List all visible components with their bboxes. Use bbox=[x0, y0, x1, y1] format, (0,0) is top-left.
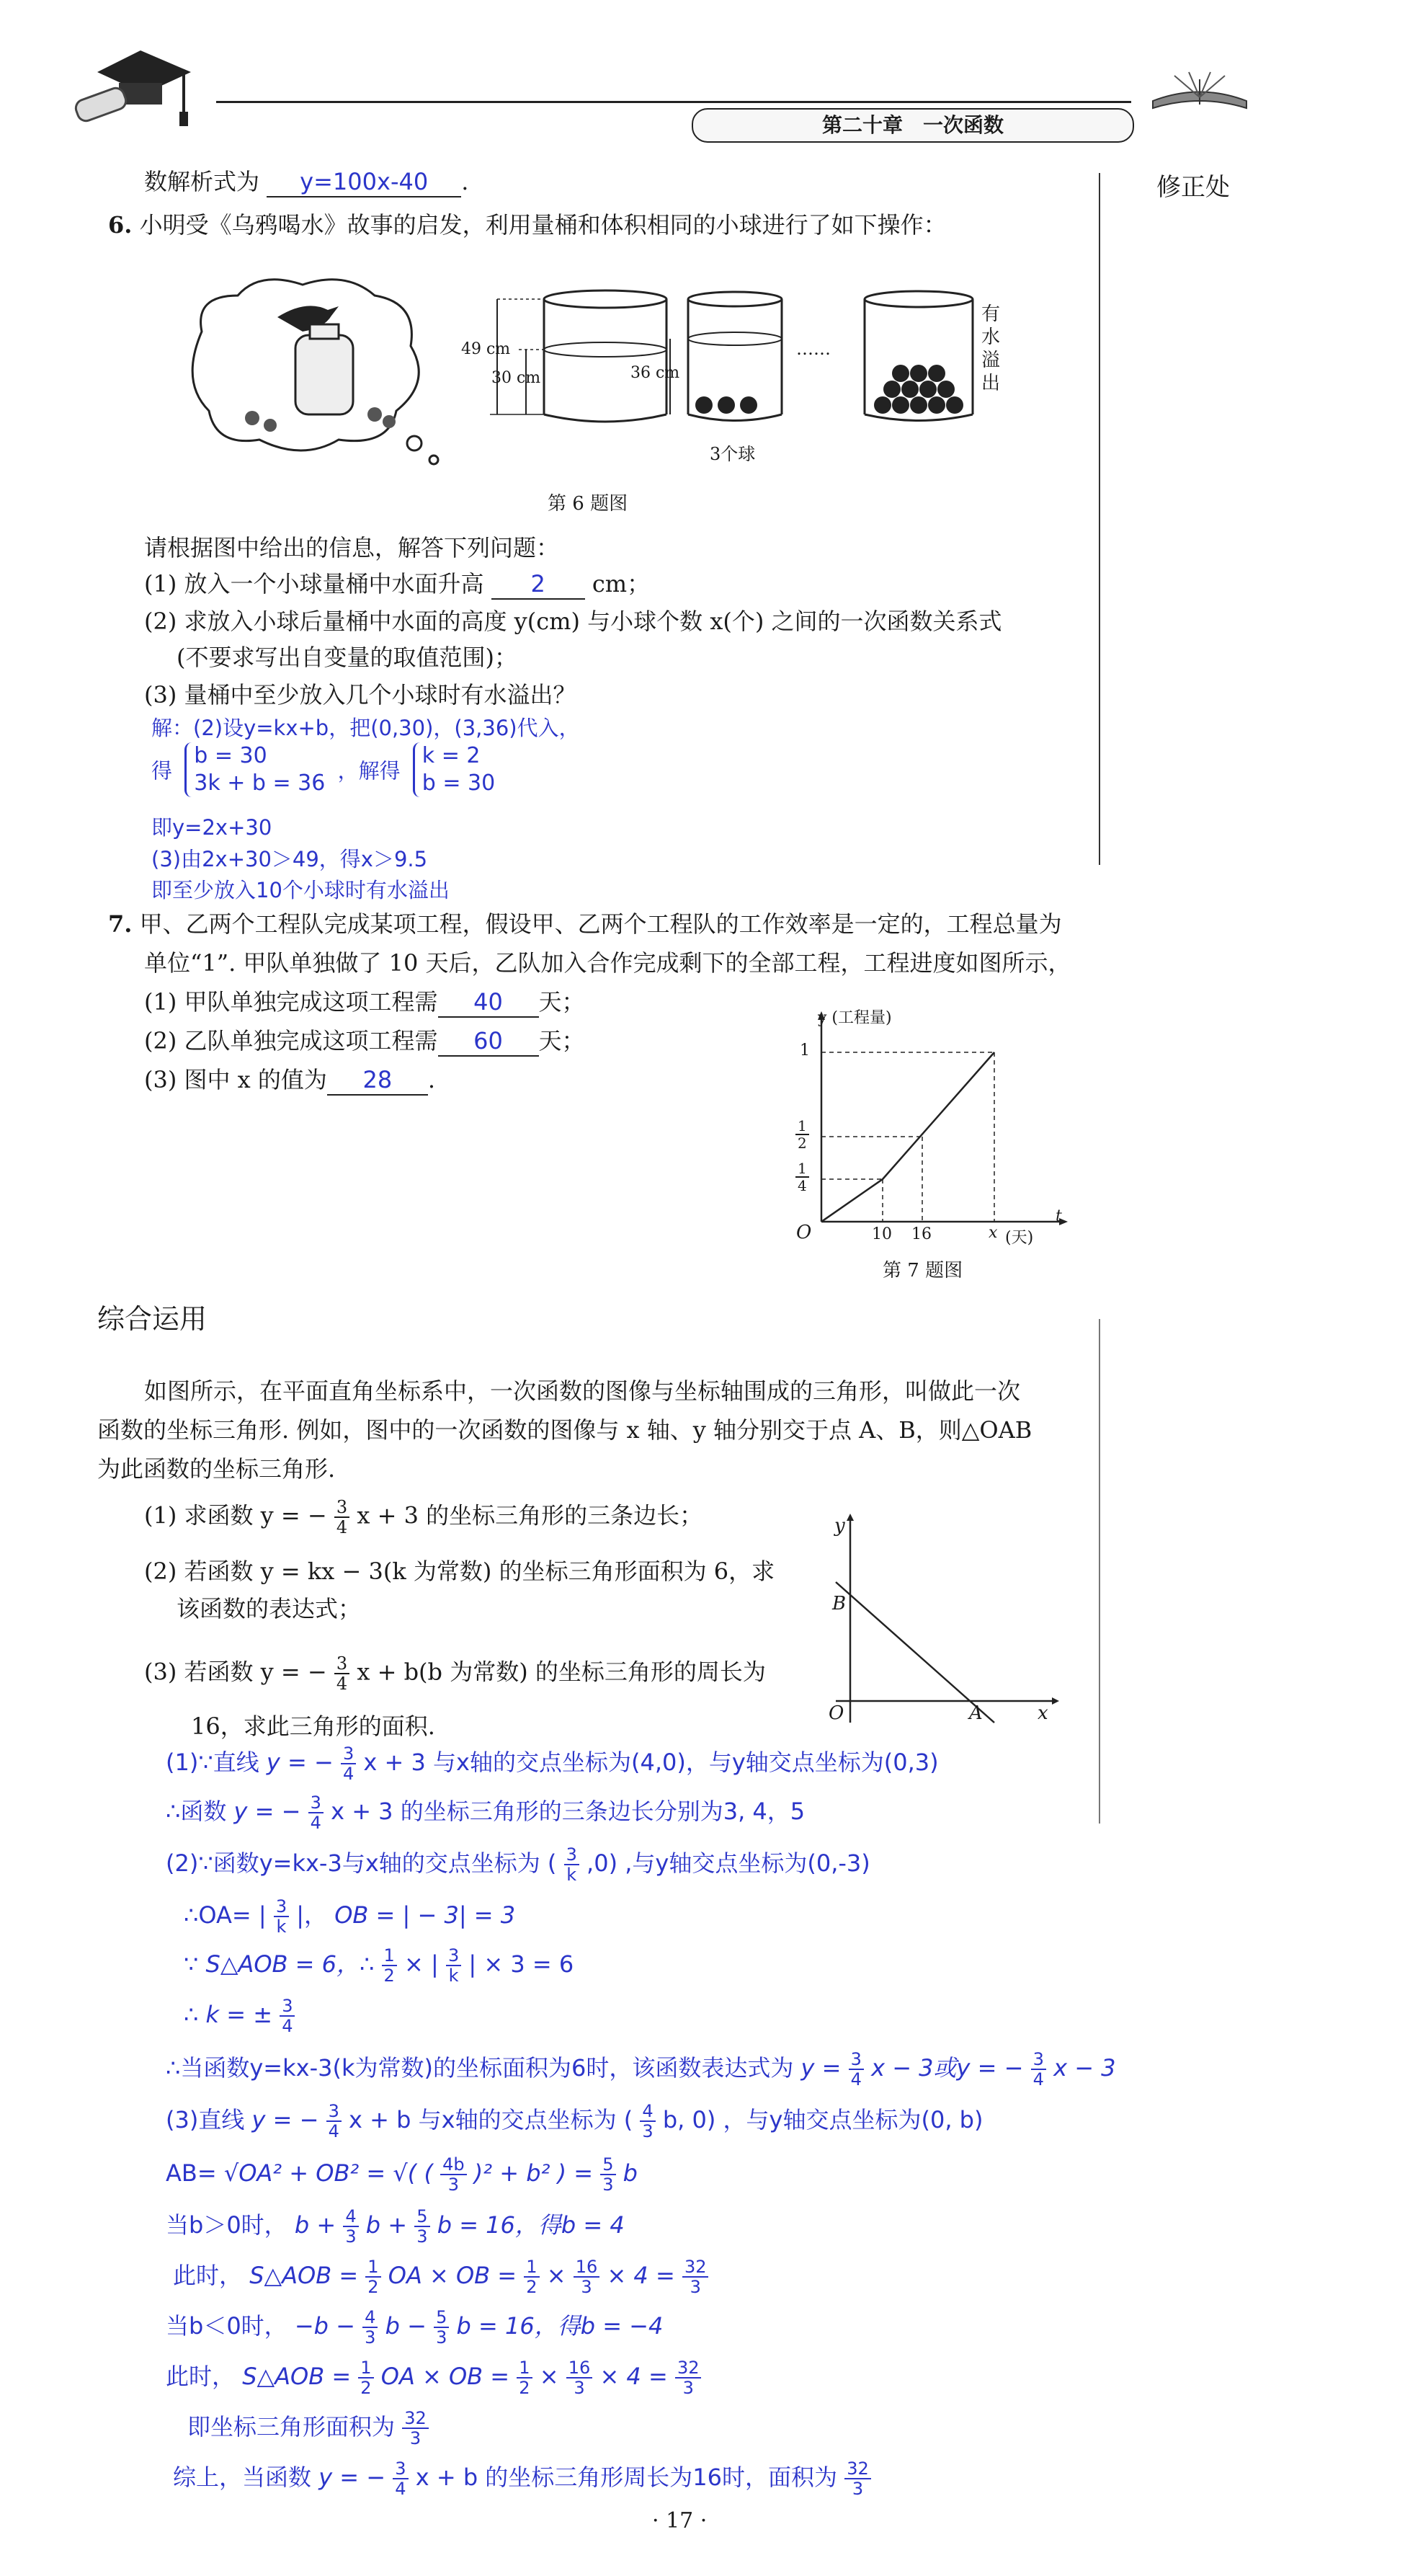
s-l11-frac1 bbox=[365, 2257, 380, 2296]
s-l5a: ∵ bbox=[184, 1950, 199, 1978]
s-l12-frac1 bbox=[362, 2308, 378, 2347]
s-l4c: OB = | − 3| = 3 bbox=[334, 1901, 516, 1929]
fn: 4 bbox=[362, 2308, 378, 2328]
fn: 32 bbox=[402, 2409, 429, 2429]
s-l2b: y = − bbox=[233, 1798, 301, 1825]
q8-part3 bbox=[144, 1654, 766, 1693]
s-l13a: 此时， bbox=[166, 2363, 236, 2390]
q6-part2-line1: (2) 求放入小球后量桶中水面的高度 y(cm) 与小球个数 x(个) 之间的一次函数关系式 bbox=[144, 608, 1002, 635]
q6-sol5: 即至少放入10个小球时有水溢出 bbox=[151, 878, 450, 902]
s-l12a: 当b＜0时， bbox=[166, 2312, 287, 2340]
s-l1a: (1)∵直线 bbox=[166, 1749, 259, 1776]
sol8-l11 bbox=[173, 2257, 708, 2296]
s-l7-frac2 bbox=[1031, 2050, 1046, 2089]
q6-sol4: (3)由2x+30＞49，得x＞9.5 bbox=[151, 847, 428, 871]
graph8-x: x bbox=[1038, 1702, 1048, 1724]
fn: 3 bbox=[308, 1793, 324, 1813]
s-l6b: k = ± bbox=[205, 2001, 273, 2028]
s-l8-frac1 bbox=[326, 2102, 342, 2141]
graph8-B: B bbox=[832, 1593, 847, 1615]
quarter-n: 1 bbox=[795, 1160, 809, 1178]
fd: 3 bbox=[690, 2277, 701, 2297]
s-l9b: √OA² + OB² bbox=[223, 2159, 360, 2187]
fd: 4 bbox=[328, 2121, 339, 2141]
s-l13-frac3 bbox=[566, 2358, 593, 2397]
margin-divider bbox=[1099, 173, 1100, 865]
s-l4b: |， bbox=[296, 1901, 328, 1929]
q6-stem-text: 小明受《乌鸦喝水》故事的启发，利用量桶和体积相同的小球进行了如下操作： bbox=[139, 211, 947, 239]
q7-stem1 bbox=[108, 910, 1062, 938]
fn: 3 bbox=[280, 1997, 295, 2017]
bottom-margin-divider bbox=[1099, 1319, 1100, 1824]
s-l8c: x + b 与x轴的交点坐标为 ( bbox=[349, 2106, 633, 2133]
s-l2a: ∴函数 bbox=[166, 1798, 227, 1825]
q7-p3-answer: 28 bbox=[327, 1065, 428, 1096]
label-49cm: 49 cm bbox=[461, 340, 511, 358]
s-l11b: S△AOB = bbox=[249, 2262, 359, 2289]
fn: 4 bbox=[640, 2102, 655, 2122]
s-l11e: × 4 = bbox=[607, 2262, 675, 2289]
s-l12b: −b − bbox=[294, 2312, 355, 2340]
sol8-l1 bbox=[166, 1744, 939, 1783]
q7-p2-text: (2) 乙队单独完成这项工程需 bbox=[144, 1027, 438, 1054]
s-l5-frac1 bbox=[382, 1946, 397, 1985]
q8-p3-frac bbox=[334, 1654, 349, 1693]
q8-p1-a: (1) 求函数 y = − bbox=[144, 1501, 327, 1529]
q6-sol1: 解：(2)设y=kx+b，把(0,30)，(3,36)代入， bbox=[151, 716, 580, 740]
s-l3-frac bbox=[564, 1845, 579, 1884]
sol8-l3 bbox=[166, 1845, 870, 1884]
half-d: 2 bbox=[798, 1134, 807, 1152]
header-rule bbox=[216, 101, 1131, 103]
sys1-line2: 3k + b = 36 bbox=[194, 770, 326, 796]
q6-part2-line2: (不要求写出自变量的取值范围)； bbox=[177, 644, 517, 671]
s-l4-frac bbox=[274, 1897, 289, 1936]
sol8-l2 bbox=[166, 1793, 805, 1832]
s-l13c: OA × OB = bbox=[380, 2363, 510, 2390]
s-l13-frac1 bbox=[358, 2358, 373, 2397]
s-l10b: b + bbox=[294, 2211, 336, 2239]
graduation-cap-icon bbox=[68, 43, 198, 137]
s-l15-frac1 bbox=[393, 2459, 408, 2498]
q6-system-1 bbox=[184, 742, 325, 797]
s-l10-frac1 bbox=[343, 2207, 358, 2246]
fn: 32 bbox=[682, 2257, 709, 2278]
fd: 3 bbox=[602, 2175, 614, 2195]
frac-d: 4 bbox=[336, 1674, 348, 1694]
q8-p3-a: (3) 若函数 y = − bbox=[144, 1658, 327, 1686]
sol8-l8 bbox=[166, 2102, 983, 2141]
q6-intro: 请根据图中给出的信息，解答下列问题： bbox=[144, 534, 560, 561]
fd: 3 bbox=[447, 2175, 459, 2195]
cylinder-1 bbox=[490, 290, 666, 422]
fn: 1 bbox=[524, 2257, 539, 2278]
frac-n: 3 bbox=[334, 1498, 349, 1518]
quarter-d: 4 bbox=[798, 1177, 807, 1194]
fd: 2 bbox=[526, 2277, 538, 2297]
q7-part3 bbox=[144, 1065, 435, 1096]
fn: 3 bbox=[274, 1897, 289, 1917]
fd: 4 bbox=[310, 1813, 321, 1833]
cylinder-3 bbox=[865, 291, 973, 421]
s-l14a: 即坐标三角形面积为 bbox=[187, 2413, 396, 2440]
graph7-x16: 16 bbox=[911, 1225, 932, 1243]
s-l2-frac bbox=[308, 1793, 324, 1832]
fn: 3 bbox=[326, 2102, 342, 2122]
s-l2c: x + 3 的坐标三角形的三条边长分别为3, 4，5 bbox=[331, 1798, 806, 1825]
fn: 5 bbox=[434, 2308, 449, 2328]
fn: 3 bbox=[341, 1744, 356, 1764]
sol8-l10 bbox=[166, 2207, 625, 2246]
s-l5b: S△AOB = 6，∴ bbox=[205, 1950, 375, 1978]
q6-p1-unit: cm； bbox=[592, 570, 651, 598]
prev-tail: 数解析式为 bbox=[144, 168, 260, 195]
q7-p3-text: (3) 图中 x 的值为 bbox=[144, 1066, 327, 1093]
page-number: · 17 · bbox=[652, 2508, 708, 2533]
header-logo bbox=[68, 43, 198, 137]
q7-number: 7. bbox=[108, 910, 133, 938]
fn: 3 bbox=[446, 1946, 461, 1966]
s-l7d: x − 3 bbox=[1053, 2054, 1116, 2082]
fn: 1 bbox=[358, 2358, 373, 2379]
fd: 3 bbox=[682, 2378, 694, 2398]
fd: 3 bbox=[436, 2327, 447, 2348]
s-l8d: b, 0) ，与y轴交点坐标为(0, b) bbox=[662, 2106, 984, 2133]
cylinder-2 bbox=[670, 292, 782, 421]
q7-graph bbox=[785, 1005, 1074, 1251]
graph7-y-quarter bbox=[795, 1160, 809, 1194]
s-l6-frac bbox=[280, 1997, 295, 2035]
fn: 1 bbox=[365, 2257, 380, 2278]
s-l11a: 此时， bbox=[173, 2262, 243, 2289]
prev-end: . bbox=[461, 168, 469, 195]
label-overflow: 有水溢出 bbox=[981, 303, 1001, 394]
q8-part2-line1: (2) 若函数 y = kx − 3(k 为常数) 的坐标三角形面积为 6，求 bbox=[144, 1558, 775, 1585]
q8-part2-line2: 该函数的表达式； bbox=[177, 1595, 362, 1622]
frac-d: 4 bbox=[336, 1517, 348, 1537]
s-l15a: 综上，当函数 bbox=[173, 2464, 312, 2491]
s-l13b: S△AOB = bbox=[242, 2363, 352, 2390]
q6-sol2-jiede: ，解得 bbox=[337, 758, 401, 783]
sol8-l9 bbox=[166, 2155, 638, 2194]
s-l7b: y = bbox=[800, 2054, 842, 2082]
q6-system-2 bbox=[413, 742, 495, 797]
q8-p1-frac bbox=[334, 1498, 349, 1537]
q8-part1 bbox=[144, 1498, 702, 1537]
s-l1-frac bbox=[341, 1744, 356, 1783]
s-l11d: × bbox=[546, 2262, 566, 2289]
q7-p2-answer: 60 bbox=[438, 1026, 539, 1057]
prev-answer-line bbox=[144, 167, 468, 197]
fn: 16 bbox=[566, 2358, 593, 2379]
sol8-l4 bbox=[184, 1897, 515, 1936]
q6-p1-text: (1) 放入一个小球量桶中水面升高 bbox=[144, 570, 484, 598]
graph7-t: t bbox=[1056, 1207, 1062, 1225]
s-l13e: × 4 = bbox=[599, 2363, 668, 2390]
graph7-y-half bbox=[795, 1118, 809, 1151]
s-l8-frac2 bbox=[640, 2102, 655, 2141]
graph8-A: A bbox=[969, 1702, 983, 1724]
sol8-l6 bbox=[184, 1997, 295, 2035]
section-title: 综合运用 bbox=[97, 1303, 208, 1335]
graph7-origin: O bbox=[796, 1222, 812, 1243]
graph7-x10: 10 bbox=[872, 1225, 892, 1243]
s-l13d: × bbox=[539, 2363, 559, 2390]
fn: 5 bbox=[414, 2207, 429, 2227]
half-n: 1 bbox=[795, 1118, 809, 1135]
sol8-l7 bbox=[166, 2050, 1116, 2089]
q7-p2-unit: 天； bbox=[538, 1027, 585, 1054]
q7-p1-answer: 40 bbox=[438, 987, 539, 1018]
q7-stem1-text: 甲、乙两个工程队完成某项工程，假设甲、乙两个工程队的工作效率是一定的，工程总量为 bbox=[139, 910, 1062, 938]
fd: 3 bbox=[642, 2121, 654, 2141]
s-l5c: × | bbox=[404, 1950, 439, 1978]
q8-intro2: 函数的坐标三角形. 例如，图中的一次函数的图像与 x 轴、y 轴分别交于点 A、B，则△OAB bbox=[97, 1416, 1032, 1444]
frac-n: 3 bbox=[334, 1654, 349, 1674]
s-l11c: OA × OB = bbox=[388, 2262, 517, 2289]
s-l9g: b bbox=[623, 2159, 638, 2187]
q6-sol2 bbox=[151, 742, 501, 797]
graph7-xx: x bbox=[989, 1224, 998, 1242]
q6-number: 6. bbox=[108, 211, 133, 239]
label-3-balls: 3个球 bbox=[710, 444, 756, 464]
s-l15c: x + b 的坐标三角形周长为16时，面积为 bbox=[415, 2464, 838, 2491]
graph7-y-label: y (工程量) bbox=[818, 1009, 892, 1027]
q8-graph bbox=[821, 1514, 1059, 1730]
fd: k bbox=[448, 1966, 459, 1986]
s-l10d: b = 16，得b = 4 bbox=[437, 2211, 625, 2239]
fn: 3 bbox=[849, 2050, 864, 2070]
fd: k bbox=[566, 1865, 577, 1885]
s-l9e: )² + b² ) bbox=[473, 2159, 567, 2187]
s-l7c: x − 3或y = − bbox=[871, 2054, 1024, 2082]
chapter-banner bbox=[692, 108, 1134, 143]
s-l3a: (2)∵函数y=kx-3与x轴的交点坐标为 ( bbox=[166, 1849, 557, 1877]
s-l10c: b + bbox=[365, 2211, 408, 2239]
label-30cm: 30 cm bbox=[491, 369, 541, 387]
sys1-line1: b = 30 bbox=[194, 743, 267, 768]
s-l12d: b = 16，得b = −4 bbox=[456, 2312, 664, 2340]
graph8-O: O bbox=[829, 1702, 844, 1724]
s-l9-frac1 bbox=[440, 2155, 467, 2194]
fn: 5 bbox=[600, 2155, 615, 2175]
s-l8b: y = − bbox=[251, 2106, 319, 2133]
sol8-l5 bbox=[184, 1946, 574, 1985]
prev-answer: y=100x-40 bbox=[267, 167, 461, 197]
graph8-y: y bbox=[834, 1515, 845, 1537]
s-l1c: x + 3 与x轴的交点坐标为(4,0)，与y轴交点坐标为(0,3) bbox=[363, 1749, 939, 1776]
sys2-line2: b = 30 bbox=[422, 770, 496, 796]
margin-title: 修正处 bbox=[1156, 173, 1230, 202]
fd: 3 bbox=[574, 2378, 585, 2398]
label-dots: …… bbox=[796, 339, 831, 359]
fn: 3 bbox=[393, 2459, 408, 2479]
s-l10-frac2 bbox=[414, 2207, 429, 2246]
q7-caption: 第 7 题图 bbox=[883, 1260, 963, 1282]
q8-part3-line2: 16，求此三角形的面积. bbox=[191, 1713, 435, 1740]
s-l4a: ∴OA= | bbox=[184, 1901, 267, 1929]
fd: 2 bbox=[519, 2378, 530, 2398]
s-l15-frac2 bbox=[844, 2459, 871, 2498]
graph7-y1: 1 bbox=[800, 1041, 810, 1060]
fd: 4 bbox=[850, 2069, 862, 2089]
q6-p1-answer: 2 bbox=[491, 569, 585, 600]
s-l9a: AB= bbox=[166, 2159, 217, 2187]
q6-caption: 第 6 题图 bbox=[548, 493, 628, 515]
fd: k bbox=[276, 1917, 287, 1937]
s-l11-frac3 bbox=[574, 2257, 600, 2296]
q7-stem2: 单位“1”. 甲队单独做了 10 天后，乙队加入合作完成剩下的全部工程，工程进度如图所示， bbox=[144, 949, 1071, 977]
q7-part1 bbox=[144, 987, 585, 1018]
fd: 2 bbox=[360, 2378, 372, 2398]
s-l9f: = bbox=[574, 2159, 594, 2187]
fn: 3 bbox=[1031, 2050, 1046, 2070]
s-l6a: ∴ bbox=[184, 2001, 199, 2028]
fd: 3 bbox=[416, 2226, 428, 2247]
s-l10a: 当b＞0时， bbox=[166, 2211, 287, 2239]
s-l8a: (3)直线 bbox=[166, 2106, 245, 2133]
s-l12c: b − bbox=[385, 2312, 427, 2340]
s-l14-frac bbox=[402, 2409, 429, 2448]
fd: 4 bbox=[1032, 2069, 1044, 2089]
s-l13-frac4 bbox=[675, 2358, 702, 2397]
s-l1b: y = − bbox=[266, 1749, 334, 1776]
fn: 3 bbox=[564, 1845, 579, 1865]
fd: 4 bbox=[342, 1764, 354, 1784]
fd: 3 bbox=[581, 2277, 592, 2297]
q6-part3: (3) 量桶中至少放入几个小球时有水溢出？ bbox=[144, 681, 576, 709]
fn: 1 bbox=[517, 2358, 532, 2379]
fd: 4 bbox=[395, 2479, 406, 2499]
q8-p3-b: x + b(b 为常数) 的坐标三角形的周长为 bbox=[357, 1658, 766, 1686]
fd: 3 bbox=[365, 2327, 376, 2348]
q7-part2 bbox=[144, 1026, 585, 1057]
fd: 3 bbox=[409, 2428, 422, 2448]
fd: 2 bbox=[367, 2277, 379, 2297]
fn: 32 bbox=[844, 2459, 871, 2479]
q8-p1-b: x + 3 的坐标三角形的三条边长； bbox=[357, 1501, 703, 1529]
q6-stem bbox=[108, 210, 947, 239]
s-l5d: | × 3 = 6 bbox=[468, 1950, 574, 1978]
s-l13-frac2 bbox=[517, 2358, 532, 2397]
s-l5-frac2 bbox=[446, 1946, 461, 1985]
s-l7a: ∴当函数y=kx-3(k为常数)的坐标面积为6时，该函数表达式为 bbox=[166, 2054, 794, 2082]
sol8-l15 bbox=[173, 2459, 871, 2498]
s-l9d: √( ( bbox=[393, 2159, 433, 2187]
q8-intro3: 为此函数的坐标三角形. bbox=[97, 1455, 336, 1483]
q6-figure bbox=[180, 267, 1045, 483]
fd: 3 bbox=[852, 2479, 864, 2499]
label-36cm: 36 cm bbox=[630, 364, 680, 382]
fd: 2 bbox=[383, 1966, 395, 1986]
q7-p3-end: . bbox=[427, 1066, 436, 1093]
s-l11-frac4 bbox=[682, 2257, 709, 2296]
s-l12-frac2 bbox=[434, 2308, 449, 2347]
chapter-title: 第二十章 一次函数 bbox=[821, 113, 1004, 137]
q7-p1-unit: 天； bbox=[538, 988, 585, 1016]
fd: 4 bbox=[282, 2016, 293, 2036]
s-l9-frac2 bbox=[600, 2155, 615, 2194]
s-l7-frac1 bbox=[849, 2050, 864, 2089]
fd: 3 bbox=[345, 2226, 357, 2247]
q7-p1-text: (1) 甲队单独完成这项工程需 bbox=[144, 988, 438, 1016]
graph7-x-unit: (天) bbox=[1005, 1229, 1034, 1247]
q6-sol3: 即y=2x+30 bbox=[151, 815, 272, 840]
sol8-l14 bbox=[187, 2409, 429, 2448]
fn: 16 bbox=[574, 2257, 600, 2278]
fn: 4 bbox=[343, 2207, 358, 2227]
fn: 32 bbox=[675, 2358, 702, 2379]
q6-part1 bbox=[144, 569, 650, 600]
fn: 1 bbox=[382, 1946, 397, 1966]
s-l11-frac2 bbox=[524, 2257, 539, 2296]
q8-intro1: 如图所示，在平面直角坐标系中，一次函数的图像与坐标轴围成的三角形，叫做此一次 bbox=[144, 1377, 1021, 1405]
s-l15b: y = − bbox=[318, 2464, 386, 2491]
s-l9c: = bbox=[366, 2159, 386, 2187]
s-l3b: ,0) ,与y轴交点坐标为(0,-3) bbox=[586, 1849, 870, 1877]
sys2-line1: k = 2 bbox=[422, 743, 481, 768]
q6-sol2-de: 得 bbox=[151, 758, 173, 783]
fn: 4b bbox=[440, 2155, 467, 2175]
sol8-l13 bbox=[166, 2358, 701, 2397]
sol8-l12 bbox=[166, 2308, 663, 2347]
book-icon bbox=[1146, 68, 1254, 112]
